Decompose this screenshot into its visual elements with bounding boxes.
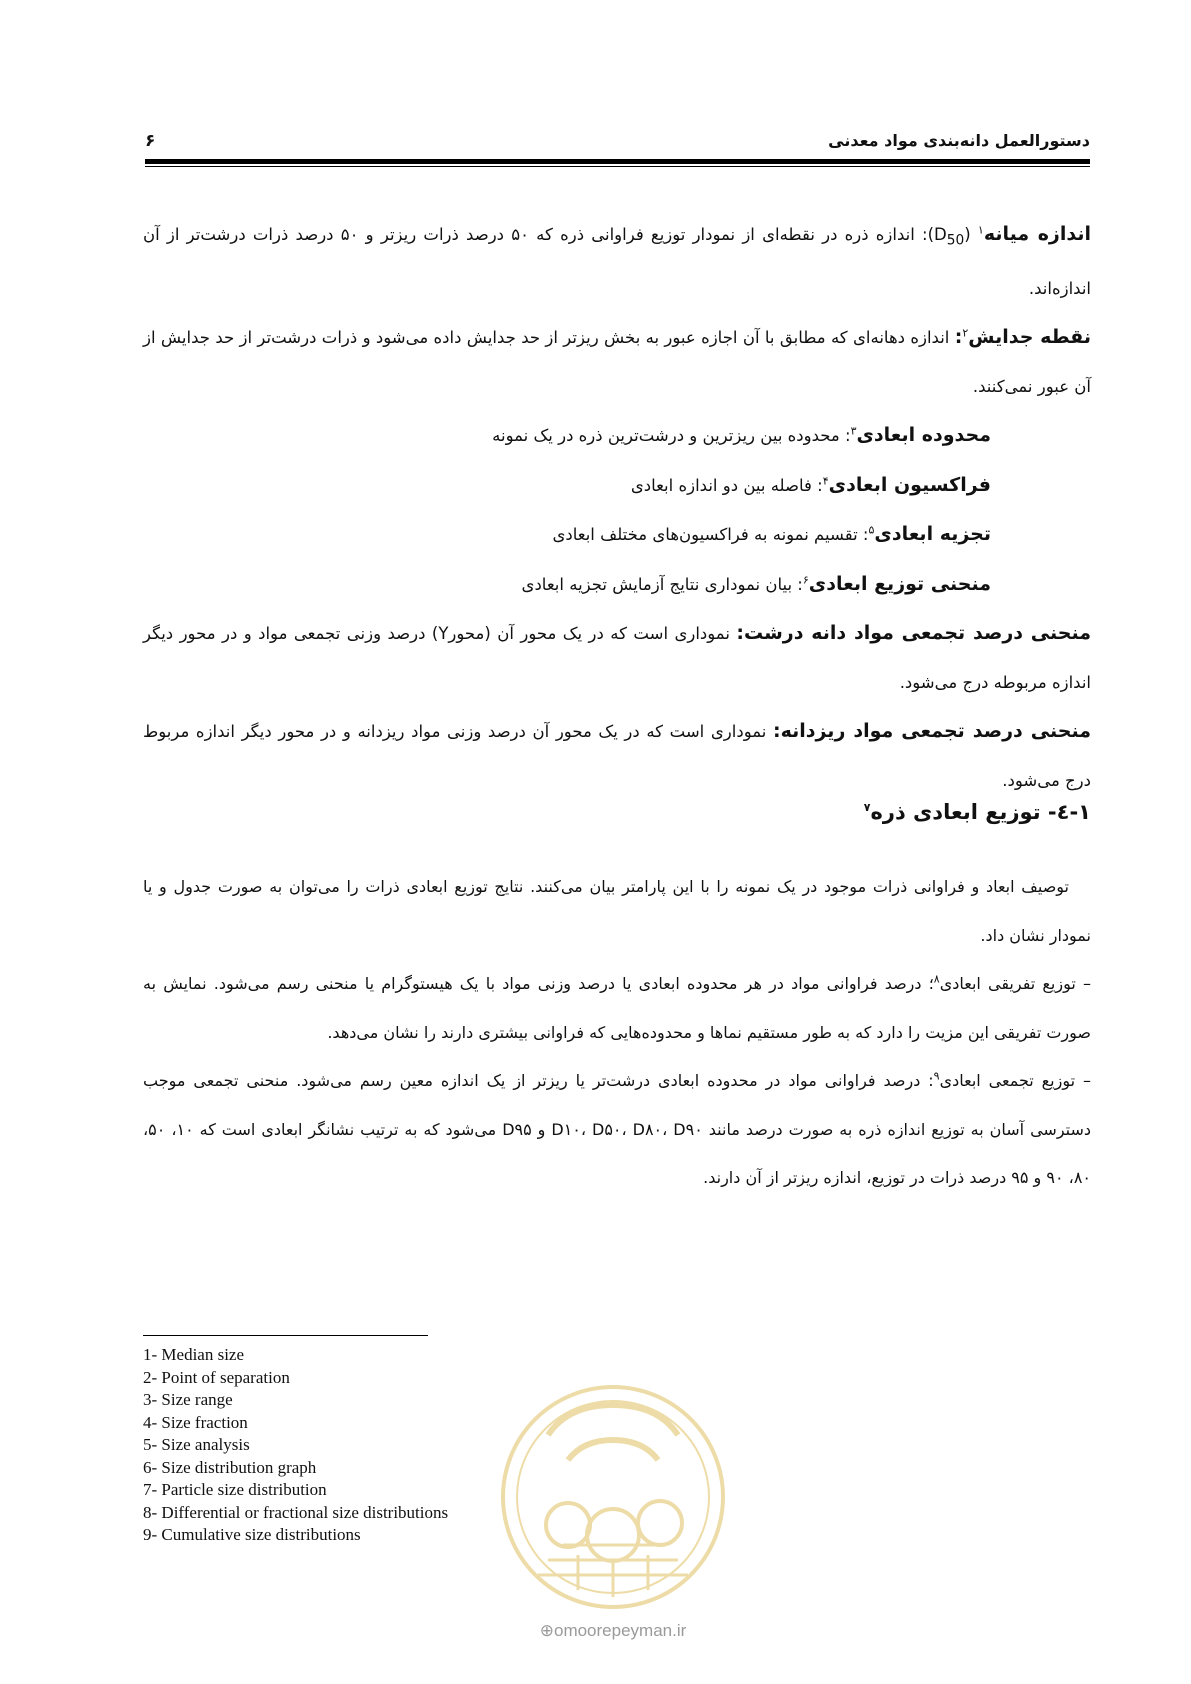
- definition-analysis: [143, 510, 1091, 560]
- footnote-item: 6- Size distribution graph: [143, 1457, 317, 1477]
- footnote-item: 1- Median size: [143, 1345, 245, 1364]
- definition-term: منحنی درصد تجمعی مواد ریزدانه:: [772, 720, 1091, 743]
- footnote-item: 5- Size analysis: [143, 1435, 250, 1454]
- logo-gear-left: [546, 1503, 590, 1547]
- definition-term: تجزیه ابعادی: [874, 523, 991, 546]
- footnote-ref: ۴: [822, 474, 829, 488]
- definition-text: اندازه دهانه‌ای که مطابق با آن اجازه عبور به بخش ریزتر از حد جدایش داده می‌شود و ذرات درشت‌تر از حد جدایش از آن عبور نمی‌کنند.: [143, 328, 1091, 396]
- footnote-rule: [143, 1335, 428, 1336]
- header-rule-thick: [145, 159, 1090, 164]
- definition-term: منحنی درصد تجمعی مواد دانه درشت:: [736, 622, 1091, 645]
- definition-text: (: [964, 225, 978, 244]
- definition-d50: [143, 210, 1091, 313]
- logo-gear-center: [587, 1509, 639, 1561]
- definition-fraction: [143, 461, 1091, 511]
- definition-text: : بیان نموداری نتایج آزمایش تجزیه ابعادی: [521, 574, 803, 594]
- definition-graph: [143, 560, 1091, 610]
- footnote-item: 3- Size range: [143, 1390, 233, 1409]
- symbol-letter: D: [934, 225, 947, 244]
- header-rule-thin: [145, 166, 1090, 167]
- definition-text: : تقسیم نمونه به فراکسیون‌های مختلف ابعادی: [552, 525, 869, 545]
- definition-term: نقطه جدایش: [968, 326, 1091, 349]
- footnote-item: 8- Differential or fractional size distributions: [143, 1502, 449, 1522]
- definition-separation: [143, 313, 1091, 411]
- definition-coarse: [143, 609, 1091, 707]
- footnote-item: 9- Cumulative size distributions: [143, 1525, 361, 1544]
- logo-gear-right: [638, 1501, 682, 1545]
- logo-script: [548, 1405, 678, 1460]
- percentile-symbols: D۱۰، D۵۰، D۸۰، D۹۰ و D۹۵: [502, 1119, 703, 1139]
- cumulative-paragraph: [143, 1057, 1091, 1203]
- paragraph-text: ؛ درصد فراوانی مواد در هر محدوده ابعادی یا درصد وزنی مواد با یک هیستوگرام یا منحنی رسم می‌شود. نمایش به صورت تفریقی این مزیت را دارد که به طور مستقیم نماها و محدوده‌هایی که فراوانی بیشتری دارند را نشان می‌دهد.: [143, 974, 1091, 1042]
- footnote-item: 2- Point of separation: [143, 1367, 290, 1387]
- footnote-ref: ۲: [962, 326, 969, 340]
- definition-text: : محدوده بین ریزترین و درشت‌ترین ذره در یک نمونه: [492, 426, 851, 446]
- section-body: [143, 863, 1091, 1203]
- logo-grid: [538, 1545, 688, 1597]
- footnote-ref: ۷: [863, 801, 871, 814]
- footnote-ref: ۶: [802, 573, 809, 587]
- definition-term: فراکسیون ابعادی: [828, 473, 991, 496]
- definition-text: نموداری است که در یک محور آن درصد وزنی مواد ریزدانه و در محور دیگر اندازه مربوط درج می‌شود.: [143, 722, 1091, 790]
- footnote-ref: ۱: [977, 223, 984, 237]
- section-heading: [864, 800, 1091, 824]
- footnote-item: 4- Size fraction: [143, 1412, 248, 1432]
- paragraph-lead: – توزیع تفریقی ابعادی: [939, 974, 1091, 993]
- section-intro: توصیف ابعاد و فراوانی ذرات موجود در یک نمونه را با این پارامتر بیان می‌کنند. نتایج توزیع ابعادی ذرات را می‌توان به صورت جدول و یا نمودار نشان داد.: [143, 877, 1091, 945]
- footnote-item: 7- Particle size distribution: [143, 1480, 327, 1499]
- globe-icon: ⊕: [539, 1621, 554, 1640]
- watermark-logo: [478, 1375, 748, 1625]
- paragraph-text: : درصد فراوانی مواد در محدوده ابعادی درشت‌تر یا ریزتر از یک اندازه معین رسم می‌شود. منحنی تجمعی موجب دسترسی آسان به توزیع اندازه ذره به صورت درصد مانند: [143, 1071, 1092, 1139]
- page-number: ۶: [145, 131, 156, 151]
- symbol-subscript: 50: [946, 232, 965, 249]
- page-header: [145, 131, 1090, 161]
- footnote-ref: ۳: [850, 424, 857, 438]
- differential-paragraph: [143, 960, 1091, 1057]
- definition-text: : فاصله بین دو اندازه ابعادی: [630, 475, 823, 495]
- definition-term: محدوده ابعادی: [856, 424, 991, 447]
- footnote-ref: ۵: [868, 523, 875, 537]
- watermark-url: [488, 1621, 738, 1641]
- watermark-url-text: omoorepeyman.ir: [553, 1621, 687, 1640]
- definition-text: نموداری است که در یک محور آن (محورY) درصد وزنی تجمعی مواد و در محور دیگر اندازه مربوطه درج می‌شود.: [143, 624, 1091, 692]
- section-title-text: ۱-٤- توزیع ابعادی ذره: [870, 800, 1091, 824]
- definition-colon: :: [954, 326, 963, 349]
- definition-term: اندازه میانه: [983, 223, 1091, 245]
- d50-symbol: [934, 225, 965, 249]
- definition-text: ): اندازه ذره در نقطه‌ای از نمودار توزیع فراوانی ذره که ۵۰ درصد ذرات ریزتر و ۵۰ درصد ذرات درشت‌تر از آن اندازه‌اند.: [143, 225, 1091, 298]
- definition-term: منحنی توزیع ابعادی: [808, 572, 991, 595]
- definition-fine: [143, 707, 1091, 805]
- header-title: دستورالعمل دانه‌بندی مواد معدنی: [828, 131, 1090, 150]
- definition-range: [143, 411, 1091, 461]
- paragraph-lead: – توزیع تجمعی ابعادی: [939, 1071, 1091, 1090]
- footnote-ref: ۸: [933, 972, 940, 986]
- definitions-block: [143, 210, 1091, 805]
- footnote-ref: ۹: [933, 1069, 940, 1083]
- paragraph-text: می‌شود که به ترتیب نشانگر ابعادی است که ۱۰، ۵۰، ۸۰، ۹۰ و ۹۵ درصد ذرات در توزیع، اندازه ریزتر از آن دارند.: [143, 1119, 1091, 1187]
